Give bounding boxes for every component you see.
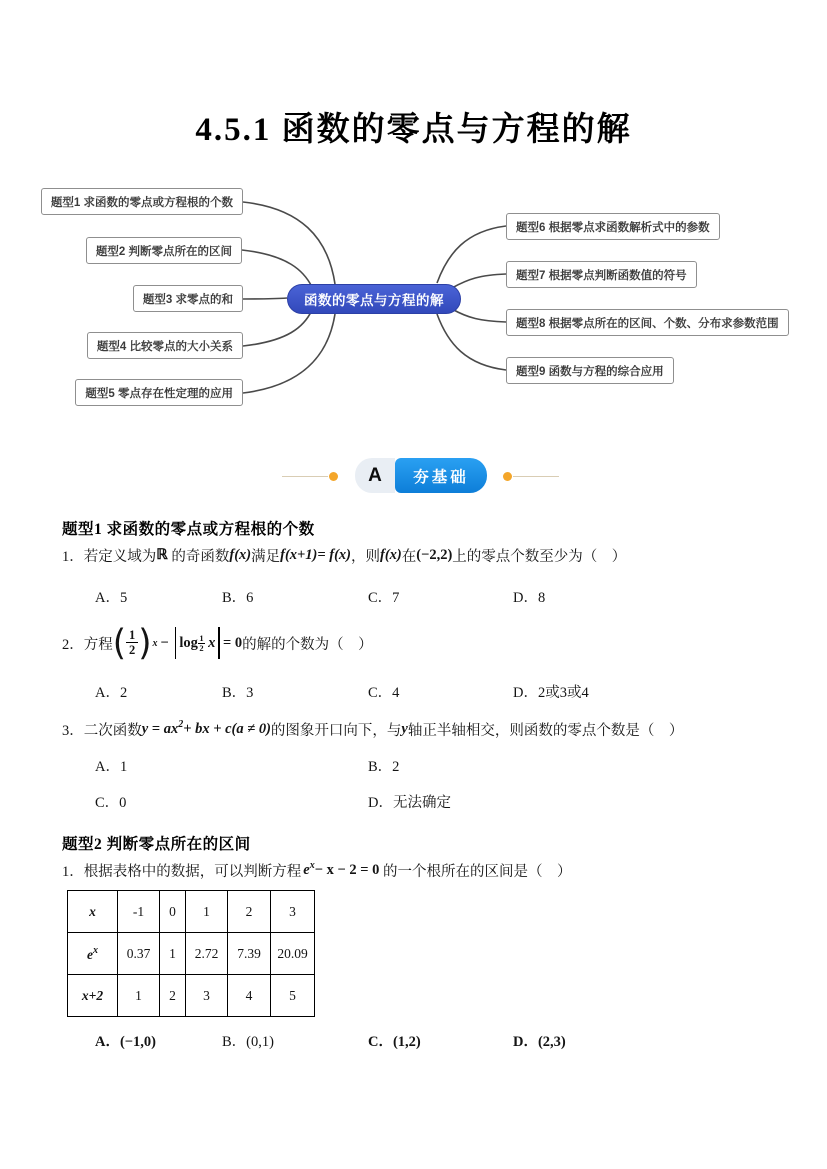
mindmap-node-type3: 题型3 求零点的和 — [133, 285, 243, 312]
option-c: C．(1,2) — [368, 1034, 421, 1050]
option-d: D．2或3或4 — [513, 685, 589, 701]
type1-q2-statement — [62, 618, 373, 668]
equals-zero: = 0 — [223, 634, 243, 651]
type2-heading: 题型2 判断零点所在的区间 — [62, 836, 251, 853]
option-d: D．(2,3) — [513, 1034, 566, 1050]
log-base-half — [198, 634, 205, 652]
minus-sign: − — [160, 634, 169, 651]
q-number: 1． — [62, 549, 84, 565]
table-cell: 1 — [160, 933, 186, 975]
table-cell: 0.37 — [118, 933, 160, 975]
q-text: ，则 — [350, 549, 380, 565]
type2-q1-statement — [62, 860, 571, 881]
option-b: B．6 — [222, 590, 254, 606]
math-equation: f(x+1)= f(x) — [280, 547, 351, 563]
table-cell: 2 — [160, 975, 186, 1017]
q-text: 方程 — [83, 636, 113, 653]
table-cell: 4 — [228, 975, 271, 1017]
table-row-x2 — [68, 975, 315, 1017]
mindmap-node-type2: 题型2 判断零点所在的区间 — [86, 237, 242, 264]
q-text: 二次函数 — [83, 723, 142, 740]
badge-left-dot — [329, 472, 338, 481]
q-number: 1． — [62, 864, 84, 881]
q-number: 3． — [62, 723, 84, 740]
log-argument: x — [208, 634, 216, 651]
math-condition: (a ≠ 0) — [231, 721, 271, 738]
table-row-x — [68, 891, 315, 933]
badge-label: 夯基础 — [395, 458, 487, 493]
math-quadratic-rest: + bx + c — [183, 721, 232, 738]
log-word: log — [179, 634, 198, 651]
math-e: e — [87, 946, 93, 962]
math-interval: (−2,2) — [416, 547, 453, 563]
type1-q3-statement — [62, 719, 683, 740]
exponent-x: x — [152, 637, 158, 649]
table-cell: 2.72 — [186, 933, 228, 975]
badge-right-line — [513, 476, 559, 477]
mindmap-node-type7: 题型7 根据零点判断函数值的符号 — [506, 261, 697, 288]
option-c: C．7 — [368, 590, 400, 606]
mindmap-diagram — [0, 175, 827, 420]
mindmap-node-type9: 题型9 函数与方程的综合应用 — [506, 357, 674, 384]
fraction-denominator: 2 — [129, 643, 136, 657]
math-equation-rest: − x − 2 = 0 — [314, 862, 380, 879]
section-badge-row — [0, 458, 827, 496]
fraction-one-half — [126, 629, 138, 657]
option-a: A．2 — [95, 685, 128, 701]
values-table — [67, 890, 315, 1017]
abs-bar-left — [175, 627, 177, 659]
badge-right-dot — [503, 472, 512, 481]
option-a: A．1 — [95, 759, 128, 775]
section-badge — [355, 458, 487, 493]
math-fx: f(x) — [379, 547, 402, 563]
paren-close: ) — [138, 622, 152, 664]
option-b: B．2 — [368, 759, 400, 775]
option-d: D．无法确定 — [368, 795, 451, 811]
table-cell: 1 — [186, 891, 228, 933]
math-fx: f(x) — [229, 547, 252, 563]
table-cell: 7.39 — [228, 933, 271, 975]
page-title: 4.5.1 函数的零点与方程的解 — [195, 112, 632, 148]
option-a: A．5 — [95, 590, 128, 606]
log-base-numerator: 1 — [199, 633, 204, 643]
table-cell: 20.09 — [271, 933, 315, 975]
table-header-ex — [68, 933, 118, 975]
q-text: 在 — [401, 549, 417, 565]
exponent-x: x — [309, 860, 315, 871]
q-text: 的奇函数 — [167, 549, 230, 565]
q-text: 根据表格中的数据，可以判断方程 — [83, 864, 302, 881]
type1-q1-statement — [62, 545, 626, 566]
fraction-numerator: 1 — [126, 629, 138, 643]
option-c: C．0 — [95, 795, 127, 811]
q-number: 2． — [62, 636, 84, 653]
table-header-x2: x+2 — [81, 987, 104, 1003]
q-text: 轴正半轴相交，则函数的零点个数是（ ） — [407, 723, 684, 740]
paren-open: ( — [112, 622, 127, 664]
exponent-x: x — [93, 944, 98, 956]
q-text: 的一个根所在的区间是（ ） — [379, 864, 572, 881]
option-b: B．(0,1) — [222, 1034, 274, 1050]
table-cell: 3 — [271, 891, 315, 933]
table-cell: 2 — [228, 891, 271, 933]
table-row-ex — [68, 933, 315, 975]
badge-letter: A — [355, 458, 395, 493]
mindmap-node-type6: 题型6 根据零点求函数解析式中的参数 — [506, 213, 720, 240]
mindmap-node-type4: 题型4 比较零点的大小关系 — [87, 332, 243, 359]
math-quadratic: y = ax — [141, 721, 179, 738]
badge-left-line — [282, 476, 328, 477]
type1-heading: 题型1 求函数的零点或方程根的个数 — [62, 521, 315, 538]
table-cell: 0 — [160, 891, 186, 933]
table-header-x: x — [89, 903, 96, 919]
exponent-2: 2 — [178, 719, 184, 730]
q-text: 若定义域为 — [83, 549, 157, 565]
table-cell: 3 — [186, 975, 228, 1017]
math-reals: ℝ — [156, 547, 168, 563]
q-text: 的图象开口向下，与 — [270, 723, 402, 740]
mindmap-node-type8: 题型8 根据零点所在的区间、个数、分布求参数范围 — [506, 309, 789, 336]
q-text: 满足 — [251, 549, 281, 565]
q-text: 的解的个数为（ ） — [242, 636, 373, 653]
mindmap-node-type1: 题型1 求函数的零点或方程根的个数 — [41, 188, 243, 215]
log-base-denominator: 2 — [199, 642, 204, 653]
q-text: 上的零点个数至少为（ ） — [452, 549, 627, 565]
abs-bar-right — [218, 627, 220, 659]
option-c: C．4 — [368, 685, 400, 701]
mindmap-node-type5: 题型5 零点存在性定理的应用 — [75, 379, 243, 406]
option-b: B．3 — [222, 685, 254, 701]
table-cell: -1 — [118, 891, 160, 933]
option-a: A．(−1,0) — [95, 1034, 157, 1050]
math-e: e — [303, 862, 310, 879]
option-d: D．8 — [513, 590, 546, 606]
table-cell: 1 — [118, 975, 160, 1017]
table-cell: 5 — [271, 975, 315, 1017]
mindmap-center-node: 函数的零点与方程的解 — [287, 284, 461, 314]
math-y: y — [401, 721, 408, 738]
